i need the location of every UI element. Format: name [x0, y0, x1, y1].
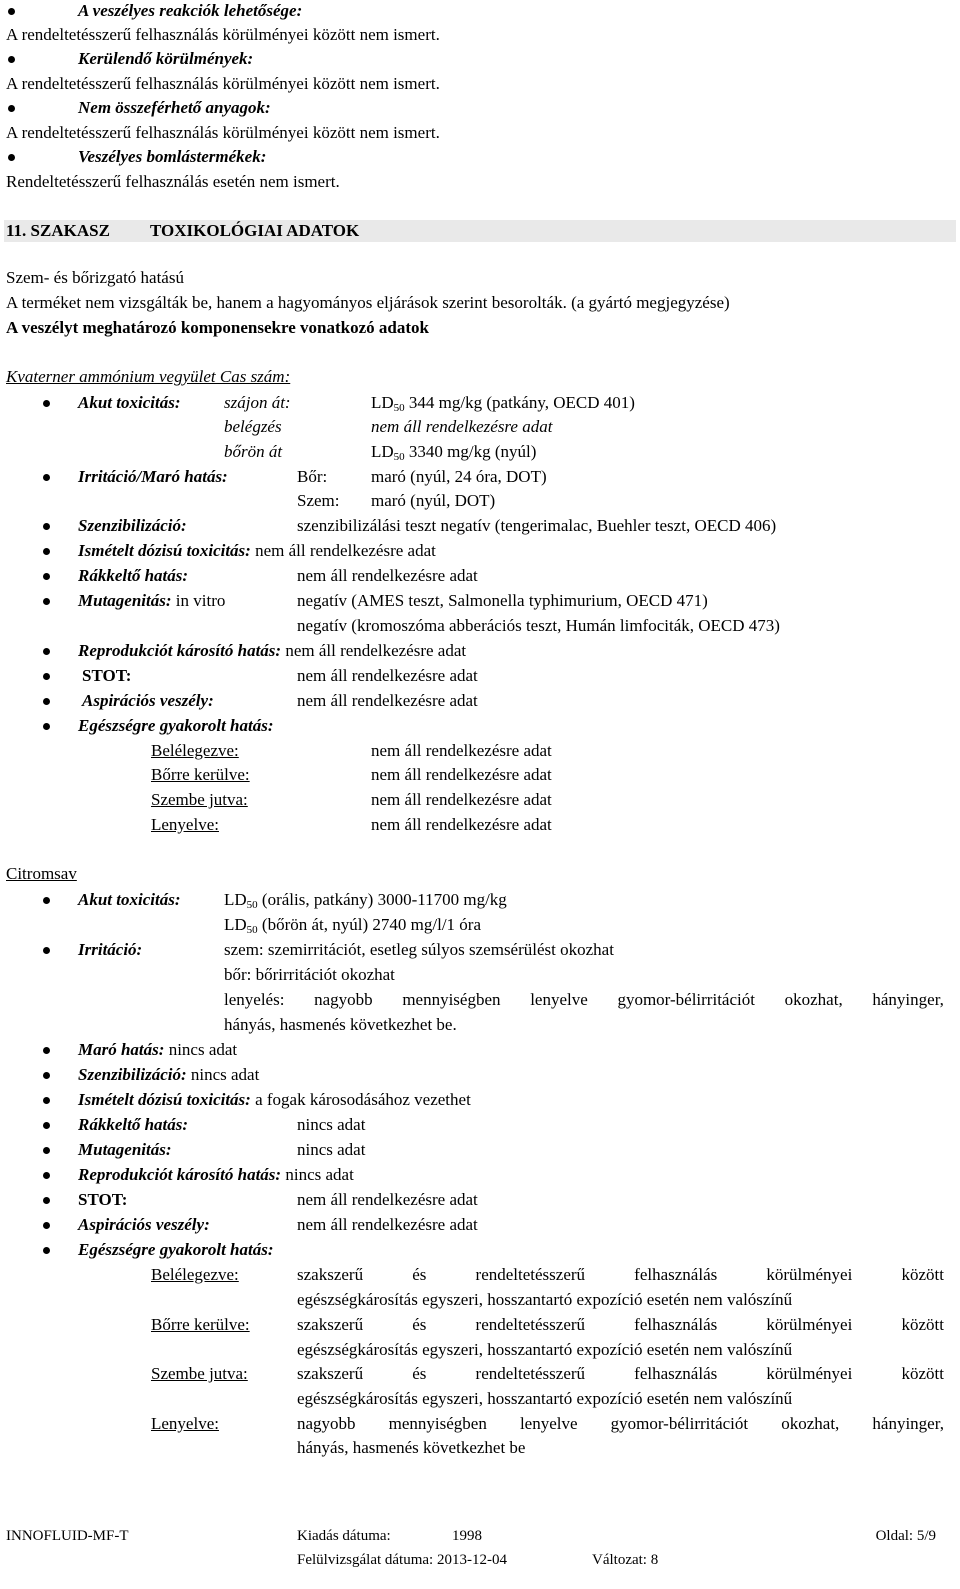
bullet-icon — [43, 573, 50, 580]
intro-line: Szem- és bőrizgató hatású — [6, 268, 184, 287]
rak-label: Rákkeltő hatás: — [78, 1115, 189, 1134]
exposure-value: hányás, hasmenés következhet be — [297, 1438, 526, 1457]
route-value: $LD_{50}$ 3340 mg/kg (nyúl) — [371, 442, 537, 463]
exposure-value-justified: nagyobb mennyiségben lenyelve gyomor-bélirritációt okozhat, hányinger, — [297, 1414, 944, 1433]
bullet-icon — [43, 723, 50, 730]
sub-label: Szem: — [297, 491, 340, 510]
asp-value: nem áll rendelkezésre adat — [297, 691, 478, 710]
exposure-value-justified: szakszerű és rendeltetésszerű felhasználás körülményei között — [297, 1364, 944, 1383]
bullet-icon — [8, 8, 15, 15]
item-text: Rendeltetésszerű felhasználás esetén nem ismert. — [6, 172, 340, 191]
exposure-value-justified: szakszerű és rendeltetésszerű felhasználás körülményei között — [297, 1315, 944, 1334]
ism-row: Ismételt dózisú toxicitás: a fogak károsodásához vezethet — [78, 1090, 471, 1109]
bullet-icon — [43, 1172, 50, 1179]
szenz-label: Szenzibilizáció: — [78, 516, 187, 535]
doc-code: INNOFLUID-MF-T — [6, 1528, 129, 1544]
ism-row: Ismételt dózisú toxicitás: nem áll rendelkezésre adat — [78, 541, 436, 560]
item-heading: A veszélyes reakciók lehetősége: — [78, 1, 303, 20]
akut-value: $LD_{50}$ (orális, patkány) 3000-11700 mg/kg — [224, 890, 507, 911]
mut-value: negatív (AMES teszt, Salmonella typhimurium, OECD 471) — [297, 591, 708, 610]
stot-label: STOT: — [78, 1190, 128, 1209]
bullet-icon — [43, 1247, 50, 1254]
section-title: TOXIKOLÓGIAI ADATOK — [150, 221, 360, 240]
issue-date-value: 1998 — [452, 1528, 482, 1544]
bullet-icon — [43, 1097, 50, 1104]
bullet-icon — [43, 1222, 50, 1229]
akut-label: Akut toxicitás: — [78, 393, 181, 412]
route-value: nem áll rendelkezésre adat — [371, 417, 553, 436]
exposure-value: egészségkárosítás egyszeri, hosszantartó expozíció esetén nem valószínű — [297, 1290, 793, 1309]
rak-value: nem áll rendelkezésre adat — [297, 566, 478, 585]
item-heading: Nem összeférhető anyagok: — [78, 98, 271, 117]
bullet-icon — [43, 673, 50, 680]
mut-value: nincs adat — [297, 1140, 366, 1159]
bullet-icon — [43, 897, 50, 904]
revision-date: Felülvizsgálat dátuma: 2013-12-04 — [297, 1552, 507, 1568]
sub-value: maró (nyúl, DOT) — [371, 491, 496, 510]
item-heading: Kerülendő körülmények: — [78, 49, 254, 68]
issue-date-label: Kiadás dátuma: — [297, 1528, 391, 1544]
asp-label: Aspirációs veszély: — [82, 691, 214, 710]
item-text: A rendeltetésszerű felhasználás körülményei között nem ismert. — [6, 123, 440, 142]
exposure-label: Bőrre kerülve: — [151, 765, 250, 784]
bullet-icon — [43, 474, 50, 481]
intro-line: A terméket nem vizsgálták be, hanem a hagyományos eljárások szerint besorolták. (a gyártó megjegyzése) — [6, 293, 730, 312]
bullet-icon — [43, 400, 50, 407]
sub-label: Bőr: — [297, 467, 328, 486]
bullet-icon — [43, 1197, 50, 1204]
bullet-icon — [43, 648, 50, 655]
akut-label: Akut toxicitás: — [78, 890, 181, 909]
mut-value: negatív (kromoszóma abberációs teszt, Humán limfociták, OECD 473) — [297, 616, 780, 635]
exposure-value: nem áll rendelkezésre adat — [371, 790, 552, 809]
bullet-icon — [43, 698, 50, 705]
egesz-label: Egészségre gyakorolt hatás: — [78, 716, 274, 735]
component-title: Citromsav — [6, 864, 77, 883]
exposure-label: Lenyelve: — [151, 1414, 219, 1433]
bullet-icon — [43, 947, 50, 954]
exposure-label: Belélegezve: — [151, 741, 239, 760]
exposure-label: Szembe jutva: — [151, 790, 248, 809]
item-heading: Veszélyes bomlástermékek: — [78, 147, 267, 166]
exposure-label: Szembe jutva: — [151, 1364, 248, 1383]
sub-value: maró (nyúl, 24 óra, DOT) — [371, 467, 547, 486]
egesz-label: Egészségre gyakorolt hatás: — [78, 1240, 274, 1259]
bullet-icon — [8, 56, 15, 63]
rep-row: Reprodukciót károsító hatás: nem áll rendelkezésre adat — [78, 641, 467, 660]
exposure-value: nem áll rendelkezésre adat — [371, 741, 552, 760]
irritation-label: Irritáció/Maró hatás: — [78, 467, 228, 486]
stot-value: nem áll rendelkezésre adat — [297, 1190, 478, 1209]
route-label: bőrön át — [224, 442, 283, 461]
asp-label: Aspirációs veszély: — [78, 1215, 210, 1234]
exposure-label: Bőrre kerülve: — [151, 1315, 250, 1334]
exposure-value: nem áll rendelkezésre adat — [371, 815, 552, 834]
szenz-value: szenzibilizálási teszt negatív (tengerimalac, Buehler teszt, OECD 406) — [297, 516, 777, 535]
akut-value: $LD_{50}$ (bőrön át, nyúl) 2740 mg/l/1 óra — [224, 915, 481, 936]
exposure-label: Belélegezve: — [151, 1265, 239, 1284]
stot-value: nem áll rendelkezésre adat — [297, 666, 478, 685]
exposure-value: egészségkárosítás egyszeri, hosszantartó expozíció esetén nem valószínű — [297, 1340, 793, 1359]
exposure-value-justified: szakszerű és rendeltetésszerű felhasználás körülményei között — [297, 1265, 944, 1284]
mut-label: Mutagenitás: — [78, 1140, 172, 1159]
irritation-value: bőr: bőrirritációt okozhat — [224, 965, 395, 984]
bullet-icon — [43, 548, 50, 555]
bullet-icon — [43, 1147, 50, 1154]
exposure-label: Lenyelve: — [151, 815, 219, 834]
section-number: 11. SZAKASZ — [6, 221, 110, 240]
bullet-icon — [43, 1072, 50, 1079]
intro-heading: A veszélyt meghatározó komponensekre vonatkozó adatok — [6, 318, 429, 337]
rak-label: Rákkeltő hatás: — [78, 566, 189, 585]
bullet-icon — [8, 105, 15, 112]
bullet-icon — [43, 598, 50, 605]
route-label: szájon át: — [224, 393, 291, 412]
irritation-value-justified: lenyelés: nagyobb mennyiségben lenyelve gyomor-bélirritációt okozhat, hányinger, — [224, 990, 944, 1009]
exposure-value: egészségkárosítás egyszeri, hosszantartó expozíció esetén nem valószínű — [297, 1389, 793, 1408]
bullet-icon — [43, 523, 50, 530]
route-label: belégzés — [224, 417, 282, 436]
section-header-bar — [4, 220, 956, 242]
rak-value: nincs adat — [297, 1115, 366, 1134]
irritation-value: hányás, hasmenés következhet be. — [224, 1015, 457, 1034]
maro-row: Maró hatás: nincs adat — [78, 1040, 238, 1059]
page-number: Oldal: 5/9 — [875, 1528, 936, 1544]
bullet-icon — [43, 1047, 50, 1054]
route-value: $LD_{50}$ 344 mg/kg (patkány, OECD 401) — [371, 393, 635, 414]
item-text: A rendeltetésszerű felhasználás körülményei között nem ismert. — [6, 74, 440, 93]
component-title: Kvaterner ammónium vegyület Cas szám: — [6, 367, 291, 386]
rep-row: Reprodukciót károsító hatás: nincs adat — [78, 1165, 354, 1184]
item-text: A rendeltetésszerű felhasználás körülményei között nem ismert. — [6, 25, 440, 44]
irritation-label: Irritáció: — [78, 940, 143, 959]
bullet-icon — [8, 154, 15, 161]
mut-label: Mutagenitás: in vitro — [78, 591, 226, 610]
irritation-value: szem: szemirritációt, esetleg súlyos szemsérülést okozhat — [224, 940, 614, 959]
bullet-icon — [43, 1122, 50, 1129]
version: Változat: 8 — [592, 1552, 659, 1568]
exposure-value: nem áll rendelkezésre adat — [371, 765, 552, 784]
stot-label: STOT: — [82, 666, 132, 685]
szenz-row: Szenzibilizáció: nincs adat — [78, 1065, 260, 1084]
asp-value: nem áll rendelkezésre adat — [297, 1215, 478, 1234]
